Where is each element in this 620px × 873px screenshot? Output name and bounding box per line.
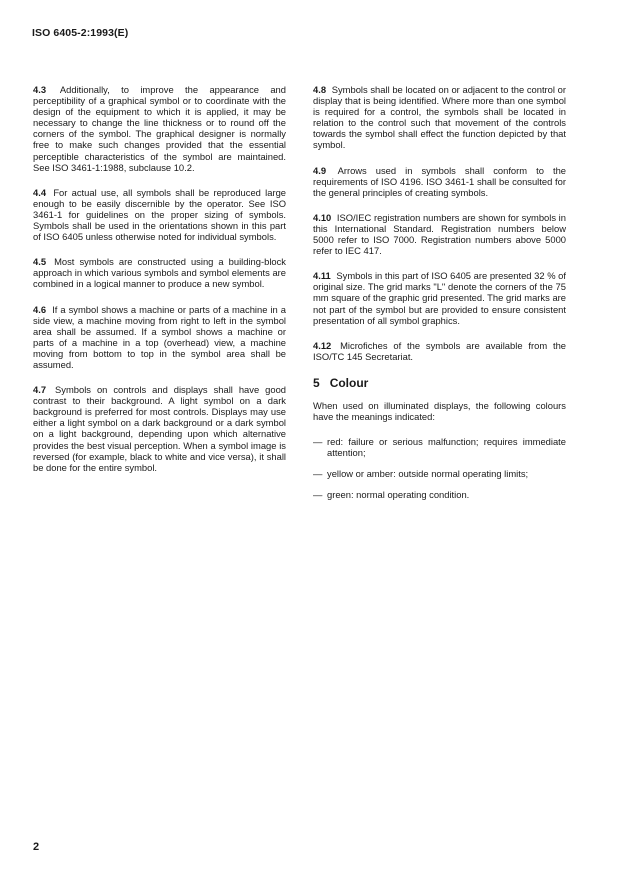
clause-text: For actual use, all symbols shall be reproduced large enough to be easily discernible by the operator. See ISO 3461-1 for guidelines on the proper sizing of symbols. Symbols shall be used in the orientations shown in this part of ISO 6405 unless otherwise noted for individual symbols. <box>33 186 287 243</box>
clause-text: Symbols shall be located on or adjacent to the control or display that is being identified. Where more than one symbol is required for a control, the symbols shall be located in relation to the control such that movement of the controls towards the symbol shall effect the function depicted by that symbol. <box>313 84 566 151</box>
colour-list-item-green <box>313 489 566 500</box>
right-column <box>313 84 566 510</box>
list-item-text: green: normal operating condition. <box>327 489 470 501</box>
clause-4-11 <box>313 270 566 325</box>
clause-4-5 <box>33 256 286 289</box>
clause-number: 4.5 <box>33 256 47 268</box>
clause-4-6 <box>33 304 286 371</box>
colour-list-item-red <box>313 436 566 458</box>
clause-text: Most symbols are constructed using a building-block approach in which various symbols and symbol elements are combined in a logical manner to produce a new symbol. <box>33 256 286 290</box>
clause-4-8 <box>313 84 566 151</box>
clause-4-3 <box>33 84 286 173</box>
clause-number: 4.6 <box>33 303 47 315</box>
colour-list-item-yellow <box>313 468 566 479</box>
document-header: ISO 6405-2:1993(E) <box>32 27 129 39</box>
list-dash: — <box>313 436 323 448</box>
clause-number: 4.4 <box>33 186 47 198</box>
clause-text: ISO/IEC registration numbers are shown for symbols in this International Standard. Registration numbers below 5000 refer to ISO 7000. Registration numbers above 5000 refer to IEC 417. <box>313 211 566 257</box>
list-item-text: red: failure or serious malfunction; requires immediate attention; <box>327 436 566 459</box>
clause-text: Symbols on controls and displays shall have good contrast to their background. A light symbol on a dark background is preferred for most controls. Displays may use either a light symbol on a dark background or a dark symbol on a light background, depending upon which alternative provides the best visual perception. When a symbol image is reversed (for example, black to white and vice versa), it shall be done for the entire symbol. <box>33 384 287 473</box>
clause-text: Additionally, to improve the appearance and perceptibility of a graphical symbol or to coordinate with the design of the equipment to which it is applied, it may be necessary to change the line thickness or to round off the corners of the symbol. The graphical designer is normally free to make such changes provided that the essential perceptible characteristics of the symbol are maintained. See ISO 3461-1:1988, subclause 10.2. <box>33 84 286 173</box>
clause-4-7 <box>33 384 286 473</box>
list-dash: — <box>313 489 323 501</box>
clause-4-10 <box>313 212 566 256</box>
clause-4-9 <box>313 165 566 198</box>
section-number: 5 <box>313 375 320 390</box>
clause-number: 4.11 <box>313 270 331 282</box>
left-column <box>33 84 286 487</box>
clause-text: Arrows used in symbols shall conform to the requirements of ISO 4196. ISO 3461-1 shall be consulted for the general principles of creating symbols. <box>313 164 566 198</box>
list-dash: — <box>313 468 323 480</box>
clause-text: Symbols in this part of ISO 6405 are presented 32 % of original size. The grid marks "L" denote the corners of the 75 mm square of the graphic grid presented. The grid marks are not part of the symbol but are provided to ensure consistent presentation of all symbol graphics. <box>313 270 566 326</box>
clause-number: 4.3 <box>33 84 47 95</box>
section-title: Colour <box>329 375 369 390</box>
clause-number: 4.10 <box>313 211 332 223</box>
list-item-text: yellow or amber: outside normal operating limits; <box>327 468 529 480</box>
clause-number: 4.7 <box>33 384 47 396</box>
clause-text: Microfiches of the symbols are available from the ISO/TC 145 Secretariat. <box>313 339 567 362</box>
clause-text: If a symbol shows a machine or parts of a machine in a side view, a machine moving from right to left in the symbol area shall be assumed. If a symbol shows a machine or parts of a machine in a top (overhead) view, a machine moving from bottom to top in the symbol area shall be assumed. <box>33 303 286 370</box>
clause-number: 4.9 <box>313 164 327 176</box>
section-5-heading <box>313 376 566 390</box>
clause-number: 4.8 <box>313 84 327 95</box>
page-number: 2 <box>33 841 40 853</box>
section-5-intro: When used on illuminated displays, the following colours have the meanings indicated: <box>313 399 566 422</box>
clause-4-12 <box>313 340 566 362</box>
clause-number: 4.12 <box>313 339 332 351</box>
clause-4-4 <box>33 187 286 242</box>
